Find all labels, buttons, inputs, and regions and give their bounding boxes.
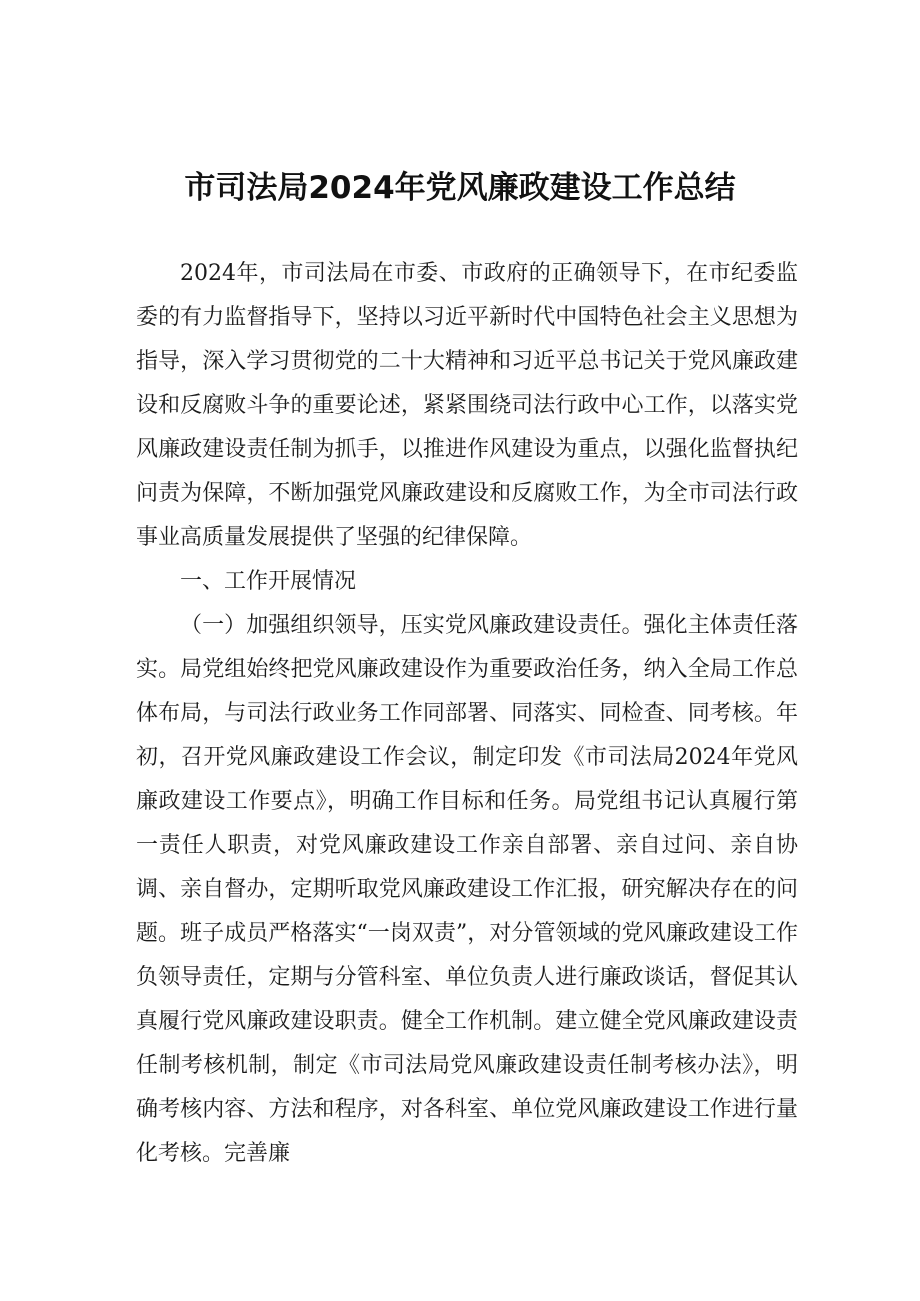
- intro-paragraph: 2024年，市司法局在市委、市政府的正确领导下，在市纪委监委的有力监督指导下，坚持以习近平新时代中国特色社会主义思想为指导，深入学习贯彻党的二十大精神和习近平总书记关于党风廉政建设和反腐败斗争的重要论述，紧紧围绕司法行政中心工作，以落实党风廉政建设责任制为抓手，以推进作风建设为重点，以强化监督执纪问责为保障，不断加强党风廉政建设和反腐败工作，为全市司法行政事业高质量发展提供了坚强的纪律保障。: [136, 261, 798, 550]
- section-paragraph: （一）加强组织领导，压实党风廉政建设责任。强化主体责任落实。局党组始终把党风廉政建设作为重要政治任务，纳入全局工作总体布局，与司法行政业务工作同部署、同落实、同检查、同考核。年初，召开党风廉政建设工作会议，制定印发《市司法局2024年党风廉政建设工作要点》，明确工作目标和任务。局党组书记认真履行第一责任人职责，对党风廉政建设工作亲自部署、亲自过问、亲自协调、亲自督办，定期听取党风廉政建设工作汇报，研究解决存在的问题。班子成员严格落实“一岗双责”，对分管领域的党风廉政建设工作负领导责任，定期与分管科室、单位负责人进行廉政谈话，督促其认真履行党风廉政建设职责。健全工作机制。建立健全党风廉政建设责任制考核机制，制定《市司法局党风廉政建设责任制考核办法》，明确考核内容、方法和程序，对各科室、单位党风廉政建设工作进行量化考核。完善廉: [136, 613, 798, 1166]
- document-body: [136, 252, 798, 1176]
- document-title: 市司法局2024年党风廉政建设工作总结: [184, 170, 736, 206]
- section-heading: 一、工作开展情况: [180, 569, 357, 594]
